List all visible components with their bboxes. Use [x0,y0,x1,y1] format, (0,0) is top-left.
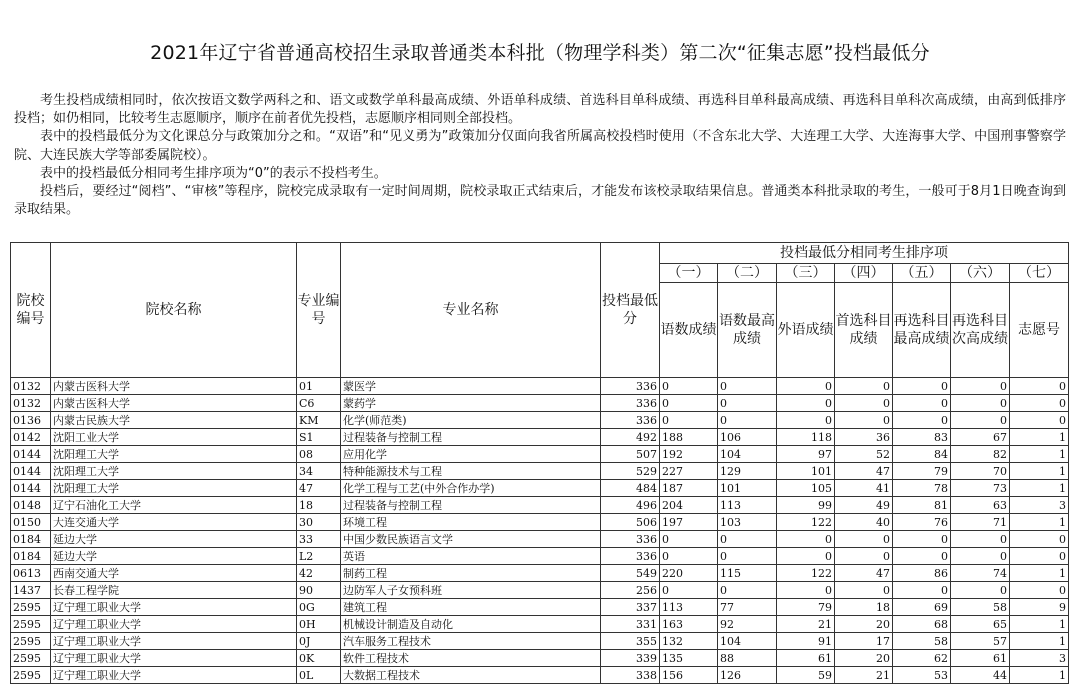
min-score-cell: 529 [601,463,660,480]
sort-4-cell: 21 [835,667,893,684]
sort-6-cell: 57 [951,633,1010,650]
sort-5-cell: 84 [893,446,951,463]
table-row [11,378,1069,395]
school-code-cell: 2595 [11,633,51,650]
sort-4-cell: 0 [835,582,893,599]
sort-7-cell: 1 [1010,463,1069,480]
school-code-cell: 1437 [11,582,51,599]
major-code-cell: 0L [297,667,341,684]
sort-4-cell: 0 [835,395,893,412]
school-name-cell: 内蒙古医科大学 [51,378,297,395]
min-score-cell: 336 [601,395,660,412]
min-score-cell: 336 [601,412,660,429]
major-name-cell: 制药工程 [341,565,601,582]
sort-5-cell: 76 [893,514,951,531]
header-school-name: 院校名称 [51,243,297,378]
sort-2-cell: 104 [718,446,777,463]
table-body [11,378,1069,684]
sort-2-cell: 77 [718,599,777,616]
sort-7-cell: 1 [1010,565,1069,582]
sort-5-cell: 0 [893,378,951,395]
major-code-cell: S1 [297,429,341,446]
school-name-cell: 延边大学 [51,531,297,548]
min-score-cell: 355 [601,633,660,650]
school-name-cell: 长春工程学院 [51,582,297,599]
school-code-cell: 0184 [11,531,51,548]
table-row [11,565,1069,582]
school-name-cell: 辽宁石油化工大学 [51,497,297,514]
intro-paragraph: 表中的投档最低分相同考生排序项为“0”的表示不投档考生。 [40,165,387,181]
school-name-cell: 沈阳理工大学 [51,480,297,497]
sort-2-cell: 129 [718,463,777,480]
table-row [11,548,1069,565]
sort-3-cell: 122 [777,514,835,531]
major-code-cell: 0J [297,633,341,650]
sort-2-cell: 0 [718,531,777,548]
school-code-cell: 0144 [11,480,51,497]
major-code-cell: C6 [297,395,341,412]
sort-3-cell: 122 [777,565,835,582]
header-sort-num: （六） [951,264,1010,283]
sort-6-cell: 67 [951,429,1010,446]
sort-7-cell: 1 [1010,633,1069,650]
sort-7-cell: 1 [1010,667,1069,684]
school-code-cell: 2595 [11,599,51,616]
sort-7-cell: 9 [1010,599,1069,616]
major-name-cell: 蒙药学 [341,395,601,412]
sort-6-cell: 0 [951,395,1010,412]
school-code-cell: 0613 [11,565,51,582]
major-code-cell: L2 [297,548,341,565]
major-code-cell: KM [297,412,341,429]
sort-1-cell: 187 [660,480,718,497]
sort-7-cell: 0 [1010,395,1069,412]
major-name-cell: 边防军人子女预科班 [341,582,601,599]
sort-4-cell: 0 [835,531,893,548]
header-major-code: 专业编号 [297,243,341,378]
sort-1-cell: 192 [660,446,718,463]
major-name-cell: 建筑工程 [341,599,601,616]
sort-6-cell: 0 [951,582,1010,599]
sort-4-cell: 49 [835,497,893,514]
min-score-cell: 484 [601,480,660,497]
min-score-cell: 506 [601,514,660,531]
sort-3-cell: 59 [777,667,835,684]
sort-5-cell: 69 [893,599,951,616]
major-name-cell: 英语 [341,548,601,565]
min-score-cell: 336 [601,378,660,395]
major-name-cell: 蒙医学 [341,378,601,395]
major-name-cell: 大数据工程技术 [341,667,601,684]
sort-7-cell: 1 [1010,616,1069,633]
intro-paragraph: 考生投档成绩相同时，依次按语文数学两科之和、语文或数学单科最高成绩、外语单科成绩、首选科目单科成绩、再选科目单科最高成绩、再选科目单科次高成绩，由高到低排序投档；如仍相同，比较考生志愿顺序，顺序在前者优先投档，志愿顺序相同则全部投档。 [14,93,1066,127]
header-sort-name: 外语成绩 [777,283,835,378]
sort-5-cell: 78 [893,480,951,497]
sort-3-cell: 97 [777,446,835,463]
score-table [10,242,1069,684]
sort-5-cell: 0 [893,548,951,565]
header-school-code: 院校编号 [11,243,51,378]
sort-3-cell: 61 [777,650,835,667]
major-code-cell: 34 [297,463,341,480]
major-name-cell: 机械设计制造及自动化 [341,616,601,633]
sort-4-cell: 47 [835,463,893,480]
major-code-cell: 0K [297,650,341,667]
sort-6-cell: 0 [951,548,1010,565]
school-name-cell: 辽宁理工职业大学 [51,650,297,667]
sort-2-cell: 88 [718,650,777,667]
table-row [11,429,1069,446]
sort-5-cell: 68 [893,616,951,633]
sort-3-cell: 101 [777,463,835,480]
sort-4-cell: 0 [835,548,893,565]
sort-1-cell: 0 [660,412,718,429]
sort-2-cell: 0 [718,378,777,395]
school-name-cell: 辽宁理工职业大学 [51,633,297,650]
sort-4-cell: 17 [835,633,893,650]
header-min-score: 投档最低分 [601,243,660,378]
header-major-name: 专业名称 [341,243,601,378]
sort-7-cell: 3 [1010,650,1069,667]
sort-2-cell: 103 [718,514,777,531]
major-name-cell: 软件工程技术 [341,650,601,667]
school-name-cell: 大连交通大学 [51,514,297,531]
table-row [11,633,1069,650]
header-sort-name: 首选科目成绩 [835,283,893,378]
sort-6-cell: 70 [951,463,1010,480]
school-code-cell: 0150 [11,514,51,531]
school-code-cell: 0184 [11,548,51,565]
major-code-cell: 18 [297,497,341,514]
sort-5-cell: 81 [893,497,951,514]
school-name-cell: 内蒙古医科大学 [51,395,297,412]
school-name-cell: 沈阳理工大学 [51,463,297,480]
header-sort-num: （七） [1010,264,1069,283]
major-code-cell: 01 [297,378,341,395]
sort-7-cell: 3 [1010,497,1069,514]
sort-2-cell: 113 [718,497,777,514]
table-row [11,667,1069,684]
sort-4-cell: 41 [835,480,893,497]
sort-1-cell: 163 [660,616,718,633]
header-sort-name: 语数最高成绩 [718,283,777,378]
sort-2-cell: 126 [718,667,777,684]
major-name-cell: 应用化学 [341,446,601,463]
sort-2-cell: 0 [718,412,777,429]
sort-6-cell: 0 [951,412,1010,429]
header-sort-num: （二） [718,264,777,283]
min-score-cell: 336 [601,548,660,565]
sort-6-cell: 65 [951,616,1010,633]
sort-1-cell: 188 [660,429,718,446]
sort-5-cell: 62 [893,650,951,667]
sort-1-cell: 113 [660,599,718,616]
school-code-cell: 0144 [11,446,51,463]
school-code-cell: 0142 [11,429,51,446]
sort-2-cell: 0 [718,582,777,599]
sort-5-cell: 58 [893,633,951,650]
sort-1-cell: 0 [660,531,718,548]
header-sort-name: 志愿号 [1010,283,1069,378]
sort-6-cell: 63 [951,497,1010,514]
sort-2-cell: 104 [718,633,777,650]
min-score-cell: 507 [601,446,660,463]
sort-5-cell: 0 [893,531,951,548]
sort-2-cell: 0 [718,548,777,565]
table-row [11,497,1069,514]
sort-2-cell: 92 [718,616,777,633]
school-name-cell: 内蒙古民族大学 [51,412,297,429]
sort-6-cell: 71 [951,514,1010,531]
sort-6-cell: 44 [951,667,1010,684]
table-row [11,463,1069,480]
sort-3-cell: 91 [777,633,835,650]
sort-6-cell: 74 [951,565,1010,582]
header-sort-num: （五） [893,264,951,283]
table-row [11,514,1069,531]
table-row [11,531,1069,548]
sort-2-cell: 106 [718,429,777,446]
header-sort-group: 投档最低分相同考生排序项 [660,243,1069,264]
sort-2-cell: 115 [718,565,777,582]
sort-1-cell: 135 [660,650,718,667]
sort-6-cell: 0 [951,531,1010,548]
header-sort-name: 再选科目次高成绩 [951,283,1010,378]
sort-3-cell: 99 [777,497,835,514]
page-title: 2021年辽宁省普通高校招生录取普通类本科批（物理学科类）第二次“征集志愿”投档最低分 [150,42,930,64]
sort-3-cell: 105 [777,480,835,497]
min-score-cell: 338 [601,667,660,684]
min-score-cell: 331 [601,616,660,633]
min-score-cell: 549 [601,565,660,582]
sort-6-cell: 58 [951,599,1010,616]
min-score-cell: 337 [601,599,660,616]
major-name-cell: 汽车服务工程技术 [341,633,601,650]
sort-1-cell: 0 [660,548,718,565]
sort-4-cell: 40 [835,514,893,531]
sort-7-cell: 1 [1010,514,1069,531]
sort-7-cell: 0 [1010,548,1069,565]
sort-4-cell: 52 [835,446,893,463]
header-sort-name: 语数成绩 [660,283,718,378]
sort-5-cell: 0 [893,412,951,429]
school-name-cell: 辽宁理工职业大学 [51,599,297,616]
sort-3-cell: 0 [777,531,835,548]
major-code-cell: 47 [297,480,341,497]
sort-7-cell: 0 [1010,531,1069,548]
header-sort-num: （三） [777,264,835,283]
intro-notes [14,92,1066,219]
sort-6-cell: 82 [951,446,1010,463]
sort-6-cell: 73 [951,480,1010,497]
sort-2-cell: 101 [718,480,777,497]
major-code-cell: 0G [297,599,341,616]
sort-4-cell: 18 [835,599,893,616]
table-row [11,395,1069,412]
sort-1-cell: 227 [660,463,718,480]
school-name-cell: 沈阳工业大学 [51,429,297,446]
sort-7-cell: 0 [1010,582,1069,599]
sort-6-cell: 0 [951,378,1010,395]
school-name-cell: 延边大学 [51,548,297,565]
sort-7-cell: 0 [1010,378,1069,395]
major-name-cell: 过程装备与控制工程 [341,429,601,446]
table-row [11,650,1069,667]
major-code-cell: 33 [297,531,341,548]
sort-5-cell: 0 [893,395,951,412]
sort-5-cell: 83 [893,429,951,446]
sort-1-cell: 0 [660,395,718,412]
sort-1-cell: 204 [660,497,718,514]
min-score-cell: 336 [601,531,660,548]
school-name-cell: 沈阳理工大学 [51,446,297,463]
min-score-cell: 496 [601,497,660,514]
intro-paragraph: 表中的投档最低分为文化课总分与政策加分之和。“双语”和“见义勇为”政策加分仅面向我省所属高校投档时使用（不含东北大学、大连理工大学、大连海事大学、中国刑事警察学院、大连民族大学等部委属院校）。 [14,129,1066,163]
sort-4-cell: 36 [835,429,893,446]
sort-3-cell: 118 [777,429,835,446]
header-sort-name: 再选科目最高成绩 [893,283,951,378]
school-code-cell: 0136 [11,412,51,429]
sort-7-cell: 0 [1010,412,1069,429]
min-score-cell: 256 [601,582,660,599]
major-name-cell: 化学(师范类) [341,412,601,429]
school-name-cell: 辽宁理工职业大学 [51,667,297,684]
table-row [11,599,1069,616]
sort-1-cell: 156 [660,667,718,684]
sort-4-cell: 20 [835,616,893,633]
major-code-cell: 90 [297,582,341,599]
sort-3-cell: 21 [777,616,835,633]
sort-4-cell: 0 [835,378,893,395]
sort-5-cell: 86 [893,565,951,582]
major-code-cell: 30 [297,514,341,531]
sort-2-cell: 0 [718,395,777,412]
header-sort-num: （一） [660,264,718,283]
school-code-cell: 0144 [11,463,51,480]
major-name-cell: 环境工程 [341,514,601,531]
sort-1-cell: 132 [660,633,718,650]
school-code-cell: 2595 [11,650,51,667]
school-code-cell: 0148 [11,497,51,514]
sort-1-cell: 220 [660,565,718,582]
sort-1-cell: 0 [660,378,718,395]
sort-7-cell: 1 [1010,446,1069,463]
sort-3-cell: 0 [777,582,835,599]
school-code-cell: 0132 [11,378,51,395]
sort-4-cell: 47 [835,565,893,582]
table-row [11,616,1069,633]
school-code-cell: 2595 [11,616,51,633]
table-row [11,480,1069,497]
sort-7-cell: 1 [1010,480,1069,497]
sort-4-cell: 20 [835,650,893,667]
sort-5-cell: 53 [893,667,951,684]
major-code-cell: 08 [297,446,341,463]
major-code-cell: 0H [297,616,341,633]
school-code-cell: 0132 [11,395,51,412]
min-score-cell: 492 [601,429,660,446]
sort-6-cell: 61 [951,650,1010,667]
major-name-cell: 过程装备与控制工程 [341,497,601,514]
sort-3-cell: 0 [777,378,835,395]
sort-3-cell: 0 [777,412,835,429]
major-name-cell: 特种能源技术与工程 [341,463,601,480]
sort-3-cell: 0 [777,548,835,565]
table-row [11,412,1069,429]
sort-5-cell: 79 [893,463,951,480]
major-name-cell: 化学工程与工艺(中外合作办学) [341,480,601,497]
school-name-cell: 西南交通大学 [51,565,297,582]
school-name-cell: 辽宁理工职业大学 [51,616,297,633]
table-row [11,446,1069,463]
sort-3-cell: 0 [777,395,835,412]
header-sort-num: （四） [835,264,893,283]
sort-5-cell: 0 [893,582,951,599]
major-name-cell: 中国少数民族语言文学 [341,531,601,548]
school-code-cell: 2595 [11,667,51,684]
intro-paragraph: 投档后，要经过“阅档”、“审核”等程序，院校完成录取有一定时间周期，院校录取正式结束后，才能发布该校录取结果信息。普通类本科批录取的考生，一般可于8月1日晚查询到录取结果。 [14,184,1066,218]
sort-1-cell: 197 [660,514,718,531]
sort-4-cell: 0 [835,412,893,429]
sort-1-cell: 0 [660,582,718,599]
table-row [11,582,1069,599]
major-code-cell: 42 [297,565,341,582]
min-score-cell: 339 [601,650,660,667]
sort-7-cell: 1 [1010,429,1069,446]
sort-3-cell: 79 [777,599,835,616]
